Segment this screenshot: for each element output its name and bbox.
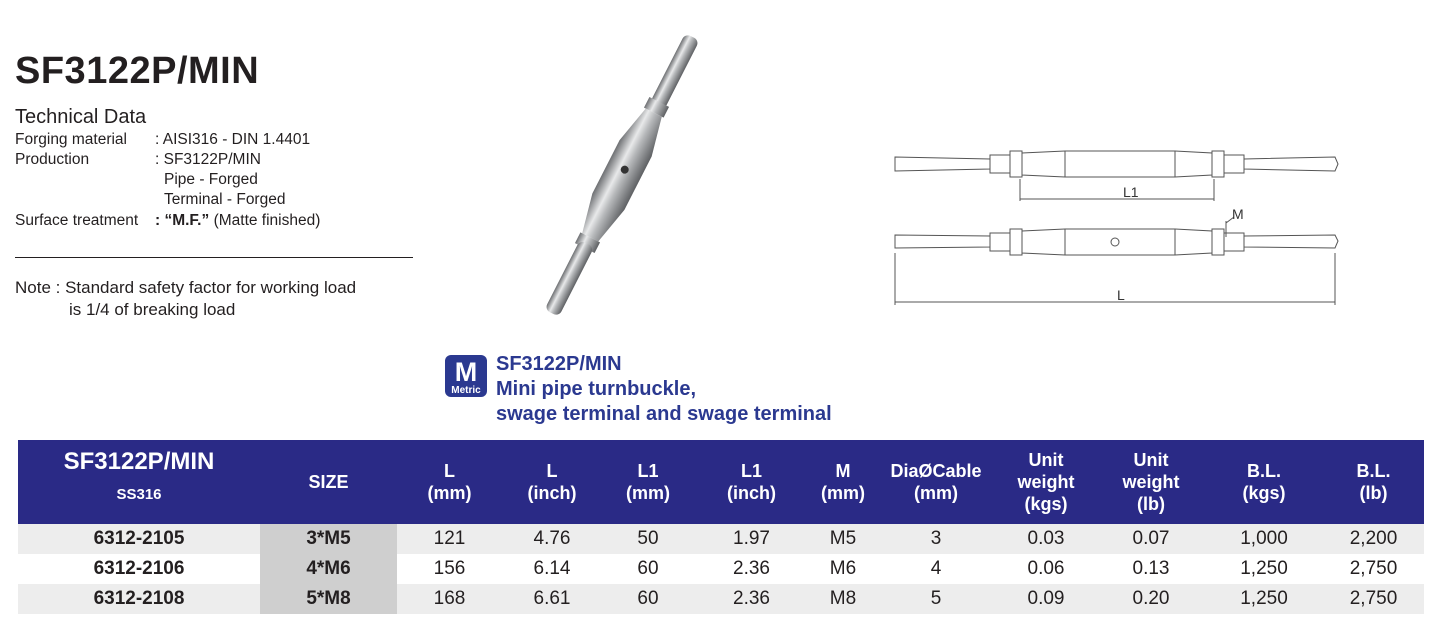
part-number-cell: 6312-2106	[93, 558, 185, 579]
table-cell: 2,750	[1323, 584, 1424, 614]
header-col-text: (lb)	[1137, 494, 1165, 514]
table-cell: 121	[397, 524, 502, 554]
header-col-text: (lb)	[1359, 483, 1388, 503]
header-model	[18, 440, 260, 524]
table-cell: 3	[877, 524, 995, 554]
spec-value: : AISI316 - DIN 1.4401	[155, 131, 311, 148]
table-cell: M6	[829, 558, 857, 579]
size-cell: 3*M5	[260, 524, 397, 554]
header-col-text: (inch)	[727, 483, 776, 503]
header-col	[1323, 440, 1424, 524]
spec-value: Pipe - Forged	[164, 171, 258, 188]
product-code: SF3122P/MIN	[496, 353, 622, 375]
spec-value: Terminal - Forged	[164, 191, 286, 208]
header-col-text: (mm)	[914, 483, 958, 503]
spec-value	[155, 211, 320, 231]
size-cell: 5*M8	[260, 584, 397, 614]
header-col	[397, 440, 502, 524]
product-desc-2: swage terminal and swage terminal	[496, 403, 832, 425]
table-cell: 0.06	[1027, 558, 1065, 579]
header-col-text: B.L.	[1356, 461, 1391, 481]
header-col-text: (kgs)	[1024, 494, 1068, 514]
table-row	[18, 554, 1424, 584]
header-col-text: DiaØCable	[890, 461, 982, 481]
dimension-drawing	[880, 135, 1350, 310]
spec-key: Forging material	[15, 131, 127, 148]
table-cell: 60	[637, 558, 659, 579]
header-col-text: (mm)	[821, 483, 865, 503]
table-cell: 1,250	[1205, 584, 1323, 614]
table-row	[18, 584, 1424, 614]
spec-key: Surface treatment	[15, 212, 139, 229]
table-cell: 0.20	[1097, 584, 1205, 614]
header-col-text: L	[546, 461, 558, 481]
table-cell: 5	[877, 584, 995, 614]
label-l: L	[1117, 287, 1125, 303]
header-col-text: (mm)	[626, 483, 670, 503]
metric-badge-letter: M	[454, 357, 478, 387]
header-col	[809, 440, 877, 524]
terminal-bottom	[545, 240, 595, 317]
pipe-body	[574, 104, 670, 245]
table-cell: 6.14	[533, 558, 571, 579]
technical-data-heading: Technical Data	[15, 106, 147, 128]
table-cell: 0.07	[1097, 524, 1205, 554]
table-cell: 6.61	[502, 584, 602, 614]
label-m: M	[1232, 206, 1244, 222]
header-col-text: weight	[1017, 472, 1075, 492]
table-cell: 2,750	[1349, 558, 1398, 579]
table-cell: 2.36	[694, 584, 809, 614]
header-col	[260, 440, 397, 524]
header-col-text: (mm)	[427, 483, 472, 503]
table-cell: 4	[930, 558, 942, 579]
spec-value: : SF3122P/MIN	[155, 151, 261, 168]
header-col-text: L	[444, 461, 455, 481]
page-title: SF3122P/MIN	[15, 50, 260, 92]
table-cell: 0.09	[995, 584, 1097, 614]
spec-value-bold: : “M.F.”	[155, 212, 210, 229]
header-col	[502, 440, 602, 524]
table-cell: 156	[433, 558, 466, 579]
header-col	[1097, 440, 1205, 524]
header-col-text: Unit	[1028, 450, 1064, 470]
header-col-text: weight	[1122, 472, 1180, 492]
table-cell: 50	[602, 524, 694, 554]
top-view	[895, 151, 1338, 201]
header-col-text: L1	[637, 461, 659, 481]
header-model-code: SF3122P/MIN	[63, 448, 215, 475]
table-cell: 4.76	[502, 524, 602, 554]
table-cell: 168	[397, 584, 502, 614]
note-line-1: Note : Standard safety factor for working load	[15, 278, 357, 297]
header-col-text: (kgs)	[1242, 483, 1286, 503]
table-cell: 1,250	[1240, 558, 1288, 579]
header-col	[995, 440, 1097, 524]
header-col	[877, 440, 995, 524]
turnbuckle-photo	[455, 15, 790, 335]
part-number-cell: 6312-2108	[18, 584, 260, 614]
spec-value-text: (Matte finished)	[213, 212, 321, 229]
spec-table	[18, 440, 1424, 614]
header-col-text: L1	[740, 461, 762, 481]
header-material: SS316	[116, 486, 162, 503]
table-header	[18, 440, 1424, 524]
table-cell: 2,200	[1323, 524, 1424, 554]
header-col-text: M	[835, 461, 851, 481]
terminal-top	[650, 33, 700, 110]
product-desc-1: Mini pipe turnbuckle,	[496, 378, 697, 400]
header-col	[1205, 440, 1323, 524]
header-col-text: (inch)	[527, 483, 577, 503]
header-col	[602, 440, 694, 524]
table-cell: 1.97	[694, 524, 809, 554]
part-number-cell: 6312-2105	[18, 524, 260, 554]
header-col-text: B.L.	[1247, 461, 1281, 481]
header-col-text: Unit	[1133, 450, 1169, 470]
metric-badge-text: Metric	[451, 385, 481, 396]
divider	[15, 257, 413, 258]
size-cell: 4*M6	[260, 554, 397, 584]
note-line-2: is 1/4 of breaking load	[69, 300, 236, 319]
table-cell: 2.36	[733, 558, 770, 579]
table-cell: 0.13	[1132, 558, 1170, 579]
table-cell: 60	[602, 584, 694, 614]
table-cell: M8	[809, 584, 877, 614]
header-col-text: SIZE	[308, 472, 349, 492]
table-cell: M5	[809, 524, 877, 554]
table-row	[18, 524, 1424, 554]
header-col	[694, 440, 809, 524]
metric-badge	[445, 355, 487, 397]
table-cell: 1,000	[1205, 524, 1323, 554]
spec-key: Production	[15, 151, 90, 168]
table-cell: 0.03	[995, 524, 1097, 554]
label-l1: L1	[1123, 184, 1139, 200]
